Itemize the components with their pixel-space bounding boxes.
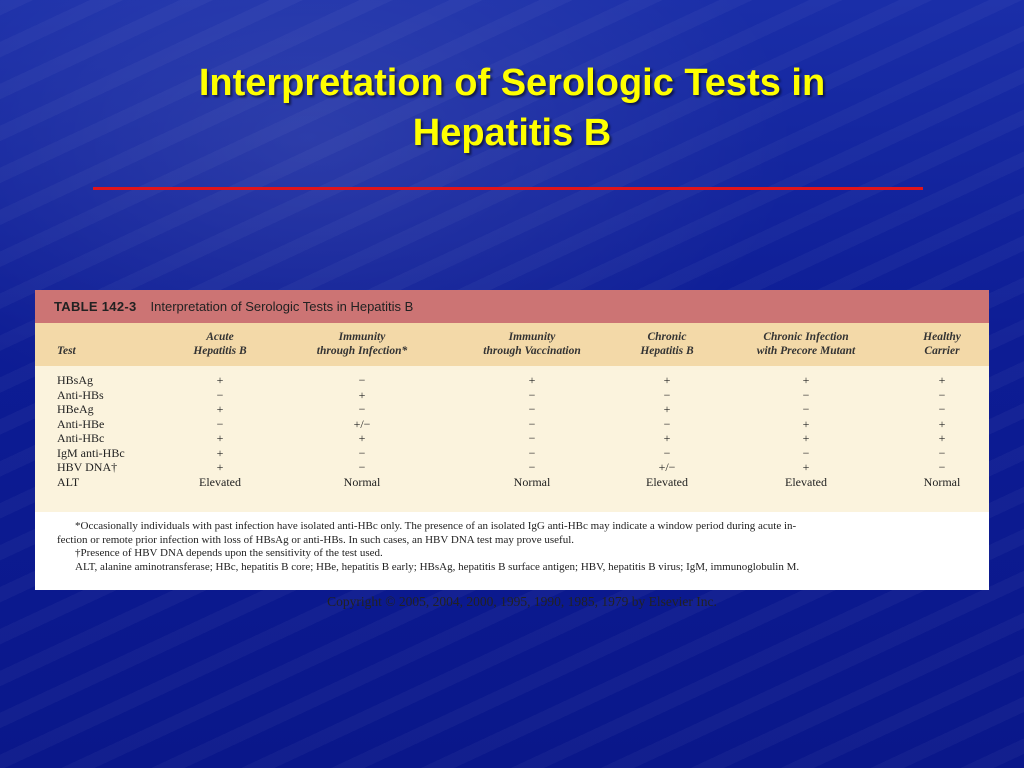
column-header-immunity-vaccination: Immunity through Vaccination [483, 331, 581, 357]
footnote-1-cont: fection or remote prior infection with loss of HBsAg or anti-HBs. In such cases, an HBV DNA test may prove useful. [57, 533, 575, 546]
table-cell: + [663, 431, 671, 445]
table-cell: Normal [513, 474, 551, 489]
table-cell: + [216, 460, 224, 474]
footnote-2: †Presence of HBV DNA depends upon the sensitivity of the test used. [75, 547, 383, 559]
table-cell: Elevated [199, 474, 241, 489]
table-cell: +/− [353, 416, 371, 431]
table-row [35, 402, 989, 417]
table-cell: − [802, 387, 810, 402]
table-number: TABLE 142-3 [54, 299, 137, 314]
table-cell: + [216, 445, 224, 460]
table-cell: + [938, 416, 946, 431]
table-cell: − [528, 402, 536, 416]
footnote-1: *Occasionally individuals with past infection have isolated anti-HBc only. The presence of an isolated IgG anti-HBc may indicate a window period during acute in- [75, 520, 797, 532]
table-row [35, 373, 989, 388]
column-headers [35, 323, 989, 366]
table-cell: − [802, 445, 810, 460]
table-cell: − [528, 416, 536, 431]
copyright-notice: Copyright © 2005, 2004, 2000, 1995, 1990, 1985, 1979 by Elsevier Inc. [327, 594, 717, 609]
row-test-label: Anti-HBe [57, 416, 105, 431]
slide-title [90, 58, 934, 158]
table-cell: − [528, 460, 536, 474]
table-cell: − [938, 402, 946, 416]
table-cell: − [358, 445, 366, 460]
table-cell: − [663, 445, 671, 460]
table-cell: − [358, 373, 366, 387]
table-cell: + [938, 431, 946, 445]
table-cell: − [938, 445, 946, 460]
table-cell: − [663, 416, 671, 431]
table-cell: + [358, 387, 366, 402]
table-cell: − [528, 445, 536, 460]
row-test-label: HBV DNA† [57, 460, 118, 474]
table-cell: + [802, 460, 810, 474]
table-cell: + [938, 373, 946, 387]
row-test-label: ALT [57, 474, 80, 489]
table-cell: − [663, 387, 671, 402]
footnote-abbreviations: ALT, alanine aminotransferase; HBc, hepatitis B core; HBe, hepatitis B early; HBsAg, hepatitis B surface antigen; HBV, hepatitis B virus; IgM, immunoglobulin M. [75, 560, 800, 573]
table-cell: + [802, 416, 810, 431]
table-cell: Elevated [785, 474, 827, 489]
table-row [35, 446, 989, 461]
table-cell: + [216, 373, 224, 387]
table-cell: + [358, 431, 366, 445]
table-cell: + [216, 402, 224, 416]
table-cell: − [528, 387, 536, 402]
title-underline [93, 187, 923, 190]
table-header-bar [35, 290, 989, 323]
table-cell: Normal [343, 474, 381, 489]
table-cell: + [802, 373, 810, 387]
table-row [35, 460, 989, 475]
column-header-acute: Acute Hepatitis B [193, 331, 247, 357]
table-cell: − [938, 460, 946, 474]
row-test-label: Anti-HBs [57, 387, 104, 402]
table-row [35, 431, 989, 446]
table-cell: + [216, 431, 224, 445]
table-cell: − [802, 402, 810, 416]
column-header-test: Test [57, 345, 76, 357]
table-cell: − [938, 387, 946, 402]
table-cell: Normal [923, 474, 961, 489]
column-header-chronic: Chronic Hepatitis B [640, 331, 694, 357]
table-row [35, 388, 989, 403]
table-row [35, 417, 989, 432]
row-test-label: Anti-HBc [57, 431, 105, 445]
table-cell: + [528, 373, 536, 387]
column-header-healthy-carrier: Healthy Carrier [923, 331, 961, 357]
slide-title-line2: Hepatitis B [412, 112, 612, 154]
row-test-label: HBsAg [57, 373, 94, 387]
table-cell: − [358, 460, 366, 474]
row-test-label: HBeAg [57, 402, 94, 416]
table-cell: − [216, 416, 224, 431]
table-cell: Elevated [646, 474, 688, 489]
table-cell: +/− [658, 460, 676, 474]
column-header-immunity-infection: Immunity through Infection* [316, 331, 408, 357]
table-cell: + [663, 373, 671, 387]
table-cell: + [802, 431, 810, 445]
serology-table-image [35, 290, 989, 609]
column-header-precore-mutant: Chronic Infection with Precore Mutant [756, 331, 856, 357]
table-cell: − [358, 402, 366, 416]
table-footnotes [35, 512, 989, 590]
table-title: Interpretation of Serologic Tests in Hepatitis B [150, 299, 414, 314]
table-row [35, 475, 989, 490]
table-cell: − [216, 387, 224, 402]
table-body [35, 366, 989, 512]
table-cell: − [528, 431, 536, 445]
table-cell: + [663, 402, 671, 416]
row-test-label: IgM anti-HBc [57, 445, 125, 460]
slide-title-line1: Interpretation of Serologic Tests in [198, 62, 826, 104]
